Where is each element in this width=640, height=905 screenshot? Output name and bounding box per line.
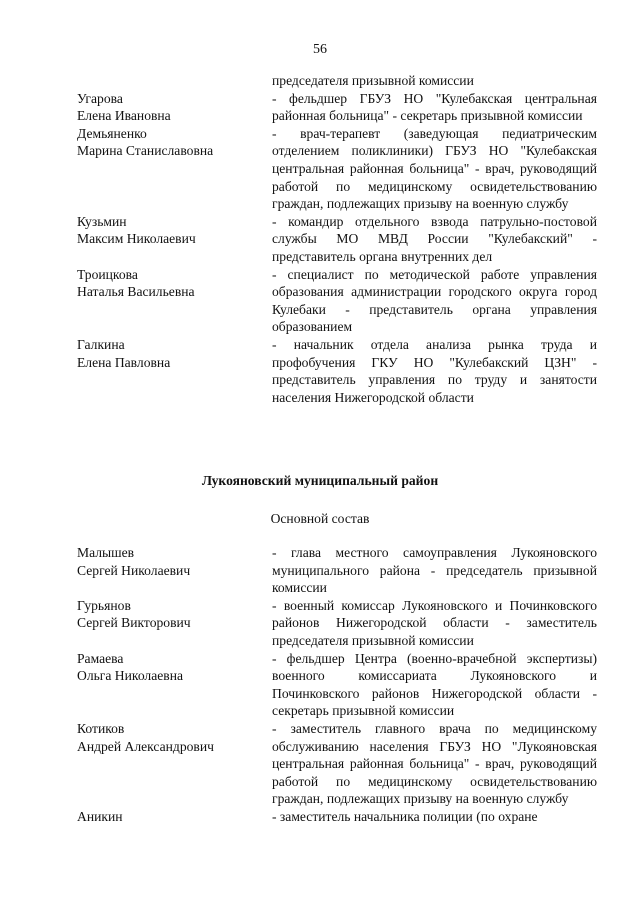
member-name xyxy=(77,266,267,301)
member-entry xyxy=(0,125,640,213)
member-surname: Троицкова xyxy=(77,266,138,282)
member-surname: Аникин xyxy=(77,808,123,824)
member-name xyxy=(77,544,267,579)
member-given-names: Наталья Васильевна xyxy=(77,284,195,300)
member-name xyxy=(77,597,267,632)
subsection-heading xyxy=(0,510,640,528)
member-role: - врач-терапевт (заведующая педиатрическим отделением поликлиники) ГБУЗ НО "Кулебакская центральная районная больница" - врач, руководящий работой по медицинскому освидетельствованию граждан, подлежащих призыву на военную службу xyxy=(272,125,597,212)
member-role: - глава местного самоуправления Лукояновского муниципального района - председатель призывной комиссии xyxy=(272,545,597,596)
member-surname: Гурьянов xyxy=(77,597,131,613)
member-name xyxy=(77,336,267,371)
member-surname: Галкина xyxy=(77,336,125,352)
member-entry xyxy=(0,808,640,826)
member-name xyxy=(77,808,267,826)
member-role: - специалист по методической работе управления образования администрации городского округа город Кулебаки - представитель органа управления образованием xyxy=(272,266,597,335)
member-entry xyxy=(0,213,640,266)
member-name xyxy=(77,720,267,755)
member-role: - фельдшер ГБУЗ НО "Кулебакская центральная районная больница" - секретарь призывной комиссии xyxy=(272,90,597,124)
member-entry xyxy=(0,336,640,406)
member-given-names: Елена Павловна xyxy=(77,354,171,370)
member-surname: Рамаева xyxy=(77,650,124,666)
member-given-names: Сергей Николаевич xyxy=(77,562,191,578)
member-entry xyxy=(0,266,640,336)
member-given-names: Марина Станиславовна xyxy=(77,143,214,159)
member-given-names: Ольга Николаевна xyxy=(77,668,184,684)
member-role: - заместитель главного врача по медицинскому обслуживанию населения ГБУЗ НО "Лукояновская центральная районная больница" - врач, руководящий работой по медицинскому освидетельствованию граждан, подлежащих призыву на военную службу xyxy=(272,720,597,807)
commission-list-top xyxy=(0,72,640,406)
member-surname: Кузьмин xyxy=(77,213,127,229)
member-given-names: Елена Ивановна xyxy=(77,108,171,124)
member-entry xyxy=(0,720,640,808)
commission-list-bottom xyxy=(0,544,640,826)
section-title: Лукояновский муниципальный район xyxy=(201,473,439,488)
member-role: - командир отдельного взвода патрульно-постовой службы МО МВД России "Кулебакский" - представитель органа внутренних дел xyxy=(272,213,597,264)
member-role: - заместитель начальника полиции (по охране xyxy=(272,808,538,824)
member-given-names: Максим Николаевич xyxy=(77,231,196,247)
section-heading xyxy=(0,472,640,490)
member-entry xyxy=(0,544,640,597)
member-role: - начальник отдела анализа рынка труда и профобучения ГКУ НО "Кулебакский ЦЗН" - представитель управления по труду и занятости населения Нижегородской области xyxy=(272,336,597,405)
page-number: 56 xyxy=(313,42,327,57)
member-surname: Малышев xyxy=(77,545,135,560)
member-entry xyxy=(0,597,640,650)
member-name xyxy=(77,90,267,125)
member-given-names: Сергей Викторович xyxy=(77,615,191,631)
member-name xyxy=(77,213,267,248)
section-subtitle: Основной состав xyxy=(270,511,370,526)
member-surname: Демьяненко xyxy=(77,125,147,141)
member-name xyxy=(77,125,267,160)
member-given-names: Андрей Александрович xyxy=(77,738,214,754)
member-entry xyxy=(0,90,640,125)
member-name xyxy=(77,650,267,685)
member-role: - фельдшер Центра (военно-врачебной экспертизы) военного комиссариата Лукояновского и Починковского районов Нижегородской области - секретарь призывной комиссии xyxy=(272,650,597,719)
member-role: - военный комиссар Лукояновского и Починковского районов Нижегородской области - заместитель председателя призывной комиссии xyxy=(272,597,597,648)
member-surname: Угарова xyxy=(77,90,123,106)
member-entry xyxy=(0,650,640,720)
continuation-text: председателя призывной комиссии xyxy=(272,73,474,88)
member-surname: Котиков xyxy=(77,720,125,736)
